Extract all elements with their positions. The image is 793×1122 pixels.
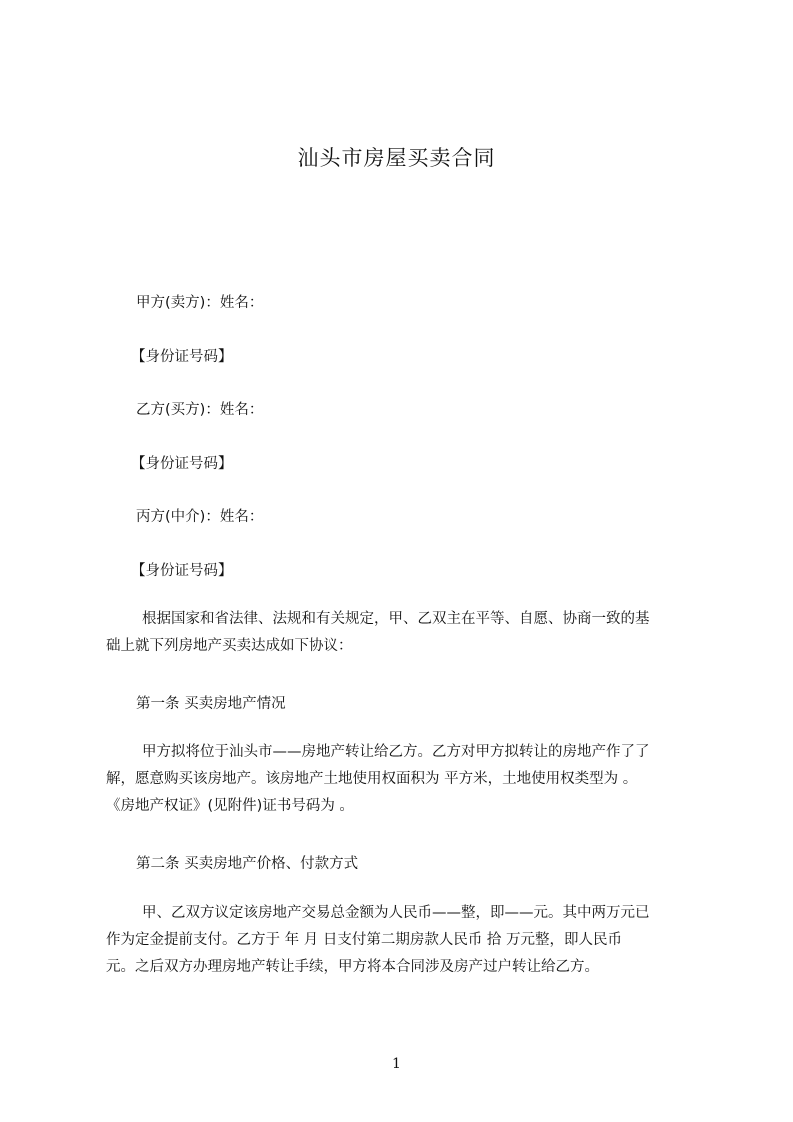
article-1-line-2: 解，愿意购买该房地产。该房地产土地使用权面积为 平方米，土地使用权类型为 。 [106, 771, 638, 787]
article-2-line-1: 甲、乙双方议定该房地产交易总金额为人民币——整，即——元。其中两万元已 [142, 905, 650, 921]
party-a-id-line: 【身份证号码】 [131, 349, 233, 365]
party-c-id-line: 【身份证号码】 [131, 563, 233, 579]
article-1-line-1: 甲方拟将位于汕头市——房地产转让给乙方。乙方对甲方拟转让的房地产作了了 [142, 744, 650, 760]
article-2-heading: 第二条 买卖房地产价格、付款方式 [136, 856, 359, 872]
preamble-paragraph [106, 606, 700, 660]
article-2-paragraph [106, 900, 700, 981]
preamble-line-2: 础上就下列房地产买卖达成如下协议： [106, 638, 353, 654]
document-title: 汕头市房屋买卖合同 [297, 146, 496, 170]
article-2-line-2: 作为定金提前支付。乙方于 年 月 日支付第二期房款人民币 拾 万元整，即人民币 [106, 932, 623, 948]
party-b-line: 乙方(买方)：姓名： [136, 402, 264, 418]
article-1-heading: 第一条 买卖房地产情况 [136, 696, 286, 712]
article-1-paragraph [106, 739, 700, 820]
article-1-line-3: 《房地产权证》(见附件)证书号码为 。 [106, 798, 354, 814]
page-number: 1 [392, 1056, 401, 1072]
party-b-id-line: 【身份证号码】 [131, 456, 233, 472]
party-a-line: 甲方(卖方)：姓名： [136, 295, 264, 311]
party-c-line: 丙方(中介)：姓名： [136, 509, 264, 525]
preamble-line-1: 根据国家和省法律、法规和有关规定，甲、乙双主在平等、自愿、协商一致的基 [142, 611, 650, 627]
article-2-line-3: 元。之后双方办理房地产转让手续，甲方将本合同涉及房产过户转让给乙方。 [106, 959, 599, 975]
